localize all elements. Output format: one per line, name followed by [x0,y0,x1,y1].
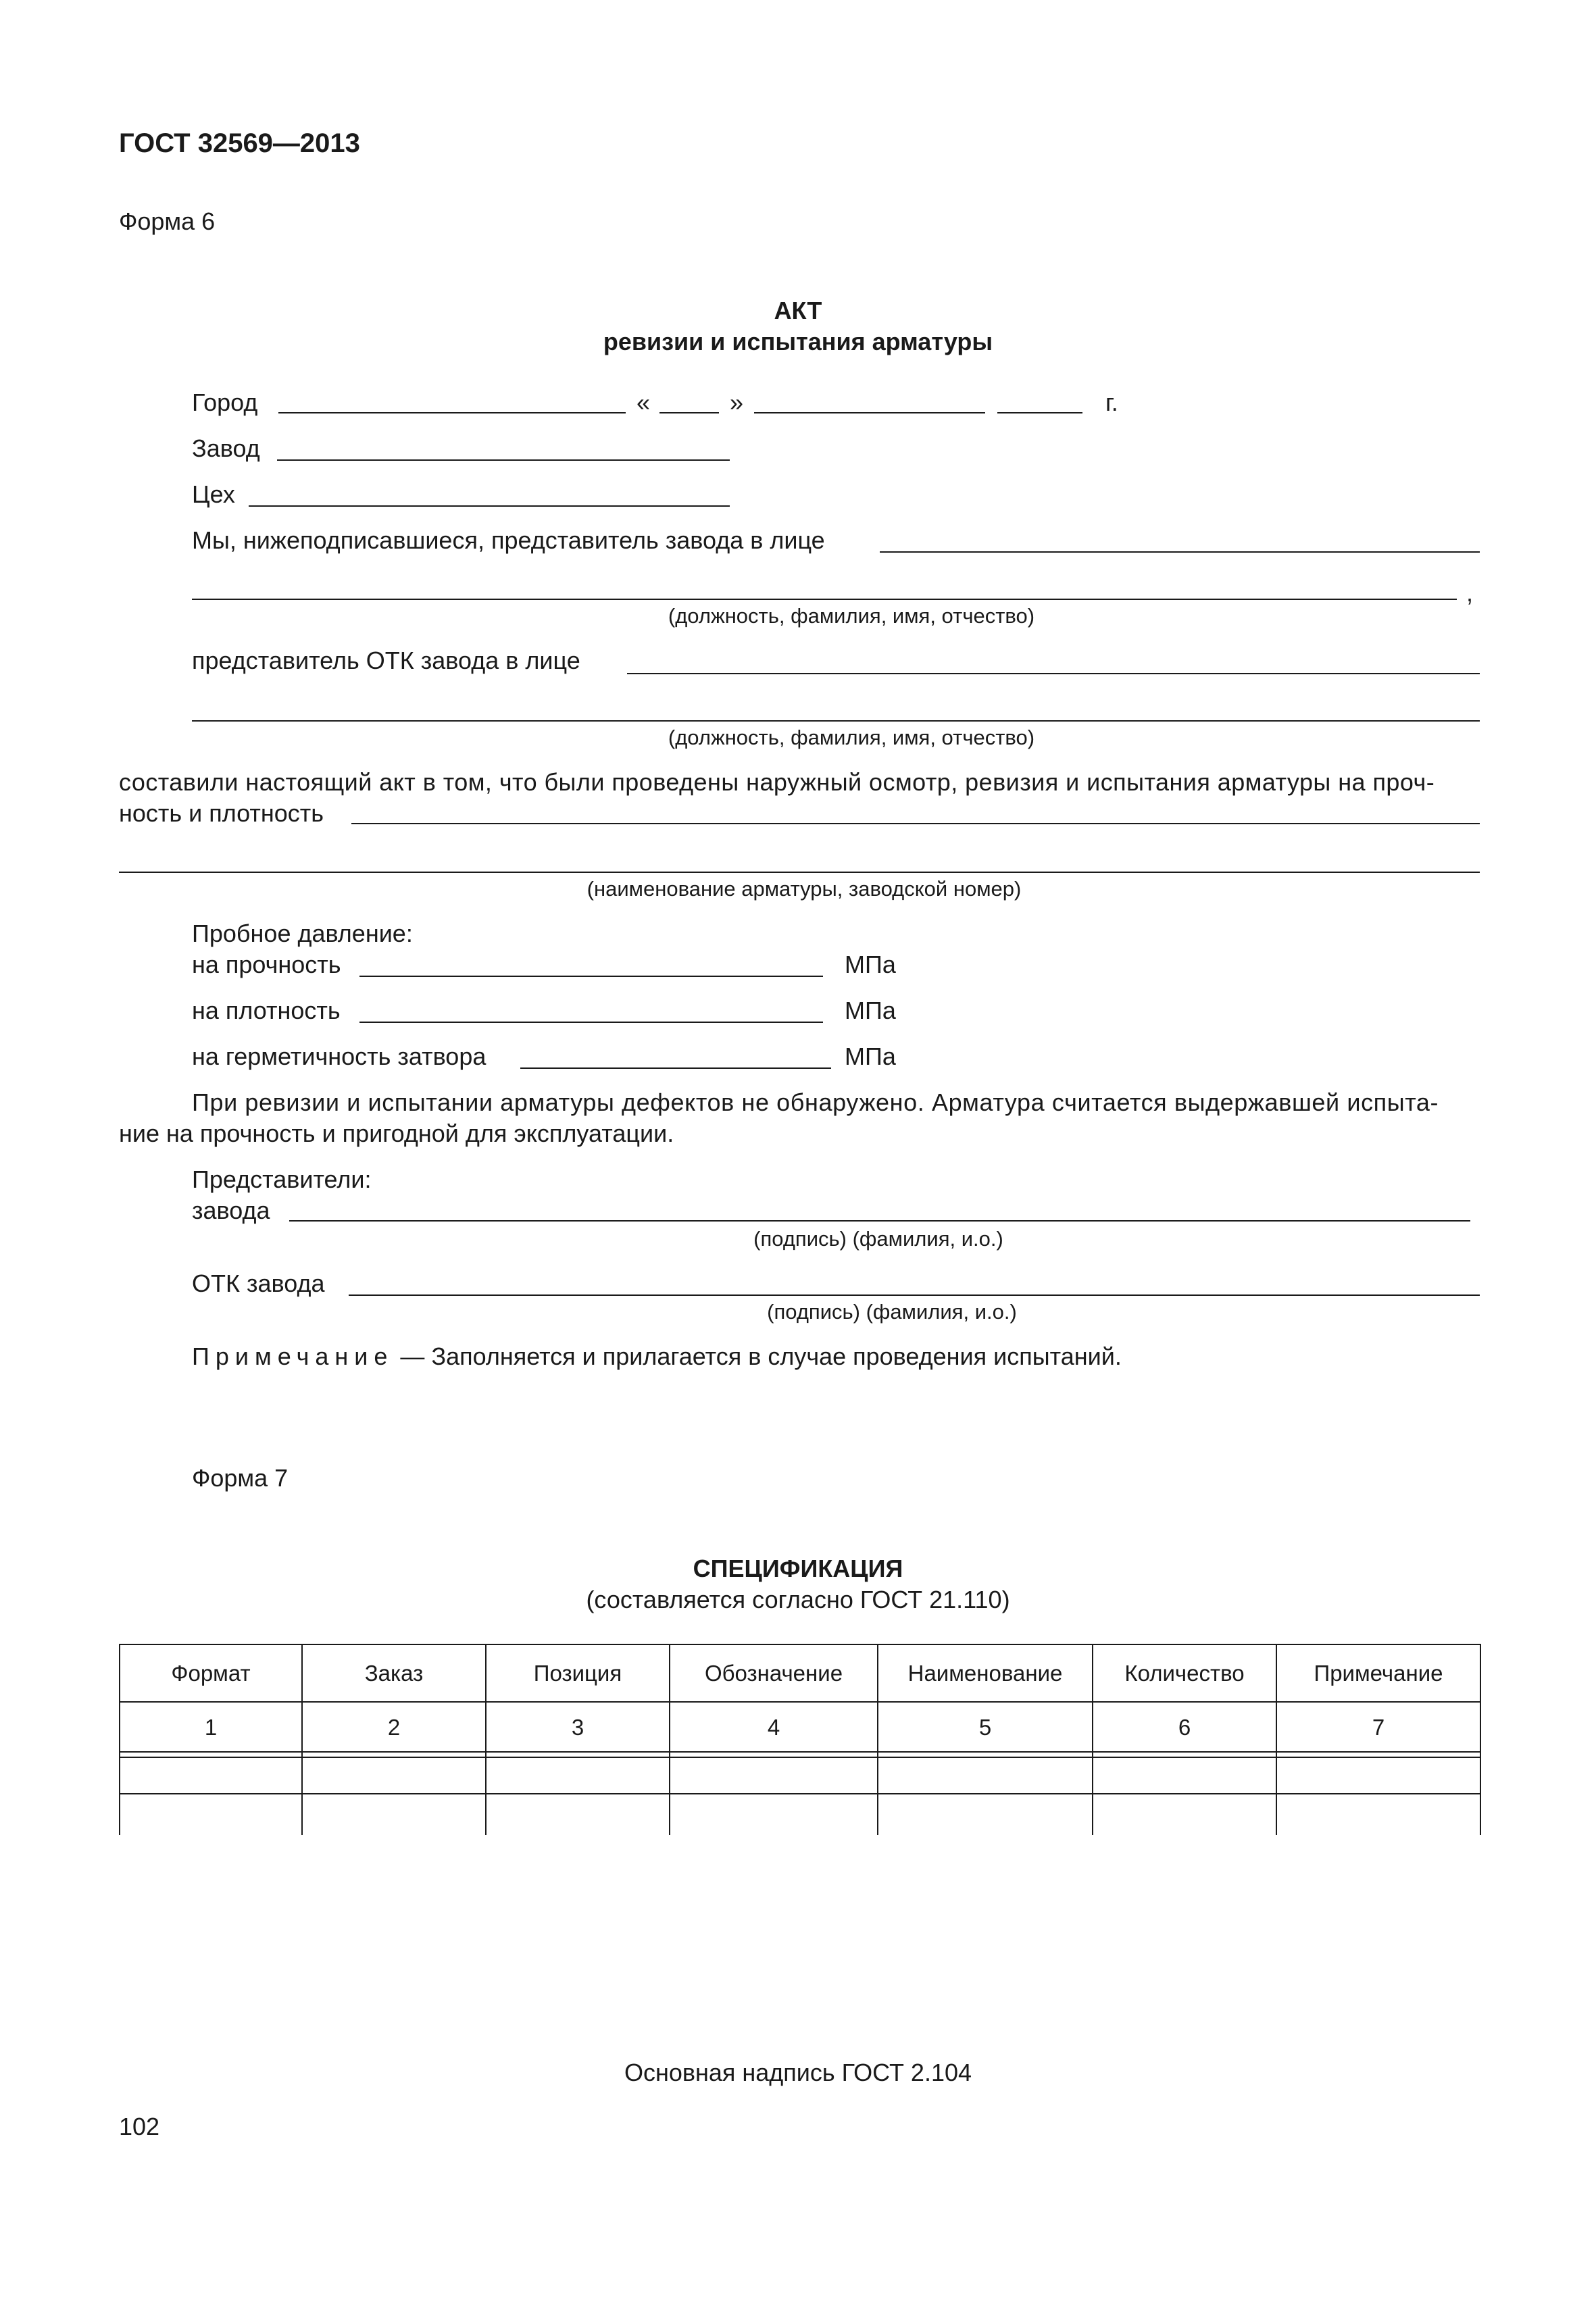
plant-rep-field-2[interactable] [192,599,1457,600]
spec-subtitle: (составляется согласно ГОСТ 21.110) [586,1586,1010,1613]
table-cell[interactable] [1093,1757,1276,1794]
spec-divider-row [120,1752,1480,1757]
table-cell[interactable] [1276,1794,1480,1835]
footer-note: Основная надпись ГОСТ 2.104 [624,2059,972,2086]
note-label: Примечание [192,1342,394,1370]
note [192,1344,1122,1369]
shop-label: Цех [192,480,235,508]
table-cell[interactable] [120,1757,302,1794]
strength-unit: МПа [845,951,896,978]
note-text: — Заполняется и прилагается в случае проведения испытаний. [400,1342,1122,1370]
form7-label: Форма 7 [192,1464,289,1492]
table-cell[interactable] [1093,1794,1276,1835]
table-cell[interactable] [878,1757,1093,1794]
otk-sign-field[interactable] [349,1294,1480,1296]
col-header-name: Наименование [878,1644,1093,1702]
tightness-field[interactable] [520,1067,831,1069]
strength-field[interactable] [359,976,823,977]
spec-header-row [120,1644,1480,1702]
plant-rep-field[interactable] [880,551,1480,553]
spec-title: СПЕЦИФИКАЦИЯ [693,1555,903,1582]
day-field[interactable] [659,412,719,413]
density-unit: МПа [845,997,896,1024]
city-label: Город [192,388,258,416]
quote-close: » [730,388,744,416]
quote-open: « [637,388,651,416]
standard-header: ГОСТ 32569—2013 [119,128,360,158]
compiled-text-line1: составили настоящий акт в том, что были проведены наружный осмотр, ревизия и испытания арматуры на проч- [119,768,1435,796]
caption-position-1: (должность, фамилия, имя, отчество) [668,604,1035,628]
otk-rep-field[interactable] [627,673,1480,674]
table-cell[interactable] [878,1794,1093,1835]
col-header-quantity: Количество [1093,1644,1276,1702]
col-header-position: Позиция [486,1644,670,1702]
valve-field[interactable] [351,823,1480,824]
representatives-label: Представители: [192,1165,372,1193]
col-number: 3 [486,1702,670,1752]
table-cell[interactable] [670,1794,878,1835]
conclusion-line2: ние на прочность и пригодной для эксплуатации. [119,1120,674,1147]
tightness-label: на герметичность затвора [192,1042,487,1070]
page-number: 102 [119,2113,160,2140]
comma: , [1466,579,1474,607]
col-header-order: Заказ [302,1644,486,1702]
density-field[interactable] [359,1022,823,1023]
act-title: АКТ [774,297,822,324]
year-suffix: г. [1105,388,1118,416]
plant-rep-label: завода [192,1197,270,1224]
shop-field[interactable] [249,505,730,507]
density-label: на плотность [192,997,341,1024]
spec-table [119,1644,1481,1835]
caption-sign-2: (подпись) (фамилия, и.о.) [767,1300,1017,1324]
caption-valve: (наименование арматуры, заводской номер) [587,877,1022,901]
otk-text: представитель ОТК завода в лице [192,647,580,674]
spec-number-row [120,1702,1480,1752]
city-field[interactable] [278,412,626,413]
col-number: 4 [670,1702,878,1752]
table-cell[interactable] [486,1757,670,1794]
plant-label: Завод [192,434,260,462]
col-number: 7 [1276,1702,1480,1752]
table-row [120,1757,1480,1794]
we-text: Мы, нижеподписавшиеся, представитель завода в лице [192,526,825,554]
table-cell[interactable] [302,1794,486,1835]
year-field[interactable] [997,412,1082,413]
form6-label: Форма 6 [119,207,216,235]
compiled-text-line2: ность и плотность [119,799,324,827]
table-cell[interactable] [120,1794,302,1835]
otk-rep-field-2[interactable] [192,720,1480,722]
col-number: 5 [878,1702,1093,1752]
table-cell[interactable] [670,1757,878,1794]
valve-field-2[interactable] [119,872,1480,873]
caption-sign-1: (подпись) (фамилия, и.о.) [753,1227,1003,1251]
test-pressure-label: Пробное давление: [192,920,413,947]
table-cell[interactable] [302,1757,486,1794]
col-number: 6 [1093,1702,1276,1752]
col-number: 1 [120,1702,302,1752]
col-header-format: Формат [120,1644,302,1702]
col-header-note: Примечание [1276,1644,1480,1702]
caption-position-2: (должность, фамилия, имя, отчество) [668,726,1035,749]
table-cell[interactable] [486,1794,670,1835]
col-header-designation: Обозначение [670,1644,878,1702]
plant-field[interactable] [277,459,730,461]
otk-rep-label: ОТК завода [192,1269,325,1297]
act-subtitle: ревизии и испытания арматуры [603,328,993,355]
col-number: 2 [302,1702,486,1752]
table-cell[interactable] [1276,1757,1480,1794]
conclusion-line1: При ревизии и испытании арматуры дефектов не обнаружено. Арматура считается выдержавшей испыта- [192,1088,1439,1116]
table-row [120,1794,1480,1835]
strength-label: на прочность [192,951,341,978]
plant-sign-field[interactable] [289,1220,1470,1222]
month-field[interactable] [754,412,985,413]
tightness-unit: МПа [845,1042,896,1070]
